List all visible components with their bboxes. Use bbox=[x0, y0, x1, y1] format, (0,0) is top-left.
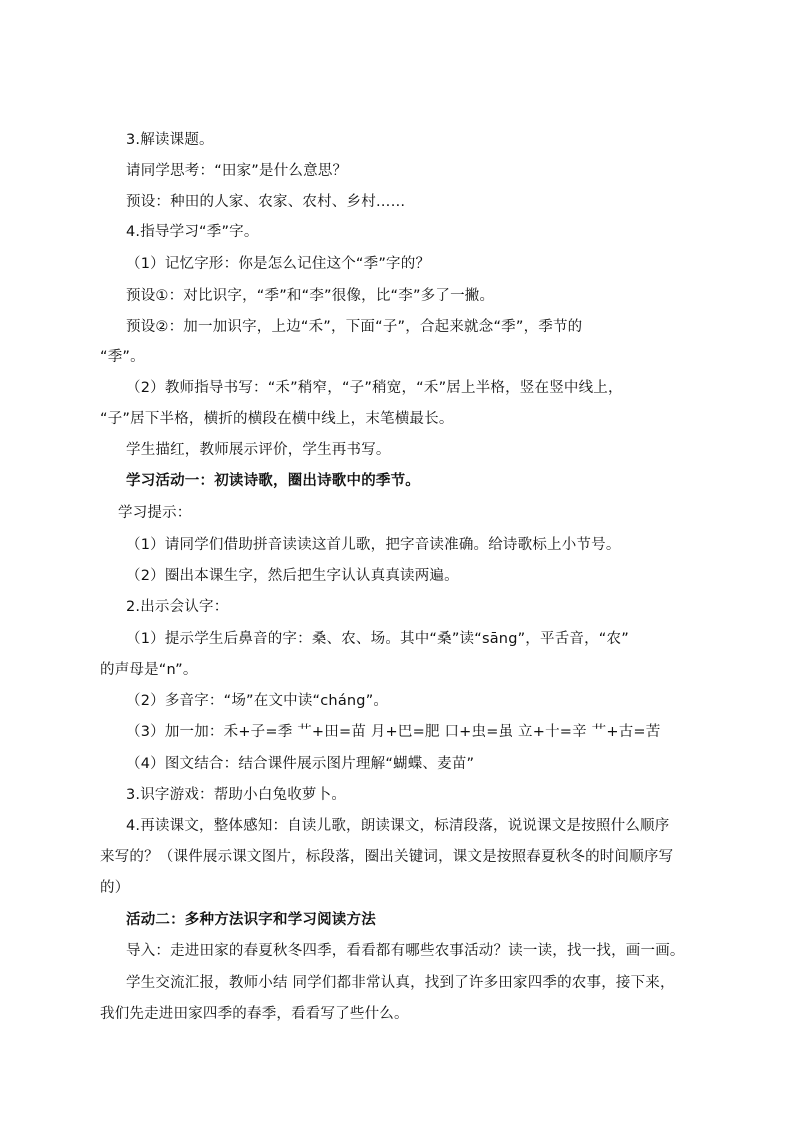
text-line: （2）教师指导书写：“禾”稍窄，“子”稍宽，“禾”居上半格，竖在竖中线上， bbox=[126, 380, 623, 396]
text-line: 的声母是“n”。 bbox=[100, 662, 198, 678]
text-line: 学习提示： bbox=[118, 505, 192, 521]
text-line: （1）请同学们借助拼音读读这首儿歌，把字音读准确。给诗歌标上小节号。 bbox=[126, 537, 621, 553]
text-line: “季”。 bbox=[100, 349, 145, 365]
text-line: 学生描红，教师展示评价，学生再书写。 bbox=[126, 442, 391, 458]
section-heading: 学习活动一：初读诗歌，圈出诗歌中的季节。 bbox=[126, 473, 420, 489]
text-line: 我们先走进田家四季的春季，看看写了些什么。 bbox=[100, 1006, 409, 1022]
text-line: （4）图文结合：结合课件展示图片理解“蝴蝶、麦苗” bbox=[126, 756, 475, 772]
text-line: （2）多音字：“场”在文中读“cháng”。 bbox=[126, 693, 389, 709]
text-line: “子”居下半格，横折的横段在横中线上，末笔横最长。 bbox=[100, 411, 454, 427]
section-heading: 活动二：多种方法识字和学习阅读方法 bbox=[126, 912, 376, 928]
text-line: 3.解读课题。 bbox=[126, 132, 214, 148]
text-line: 来写的？（课件展示课文图片，标段落，圈出关键词，课文是按照春夏秋冬的时间顺序写 bbox=[100, 849, 674, 865]
text-line: 2.出示会认字： bbox=[126, 599, 229, 615]
text-line: 4.再读课文，整体感知：自读儿歌，朗读课文，标清段落，说说课文是按照什么顺序 bbox=[126, 818, 670, 834]
text-line: （1）记忆字形：你是怎么记住这个“季”字的？ bbox=[126, 256, 431, 272]
text-line: （2）圈出本课生字，然后把生字认认真真读两遍。 bbox=[126, 568, 459, 584]
text-line: （1）提示学生后鼻音的字：桑、农、场。其中“桑”读“sāng”，平舌音，“农” bbox=[126, 631, 629, 647]
text-line: 3.识字游戏：帮助小白兔收萝卜。 bbox=[126, 787, 347, 803]
text-line: 预设：种田的人家、农家、农村、乡村…… bbox=[126, 194, 406, 210]
text-line: 导入：走进田家的春夏秋冬四季，看看都有哪些农事活动？读一读，找一找，画一画。 bbox=[126, 943, 685, 959]
text-line: （3）加一加：禾+子=季 艹+田=苗 月+巴=肥 口+虫=虽 立+十=辛 艹+古=苦 bbox=[126, 724, 661, 740]
text-line: 请同学思考：“田家”是什么意思？ bbox=[126, 163, 348, 179]
text-line: 学生交流汇报，教师小结 同学们都非常认真，找到了许多田家四季的农事，接下来， bbox=[126, 975, 675, 991]
text-line: 4.指导学习“季”字。 bbox=[126, 224, 259, 240]
text-line: 预设②：加一加识字，上边“禾”，下面“子”，合起来就念“季”，季节的 bbox=[126, 319, 583, 335]
text-line: 预设①：对比识字，“季”和“李”很像，比“李”多了一撇。 bbox=[126, 288, 495, 304]
text-line: 的） bbox=[100, 880, 130, 896]
